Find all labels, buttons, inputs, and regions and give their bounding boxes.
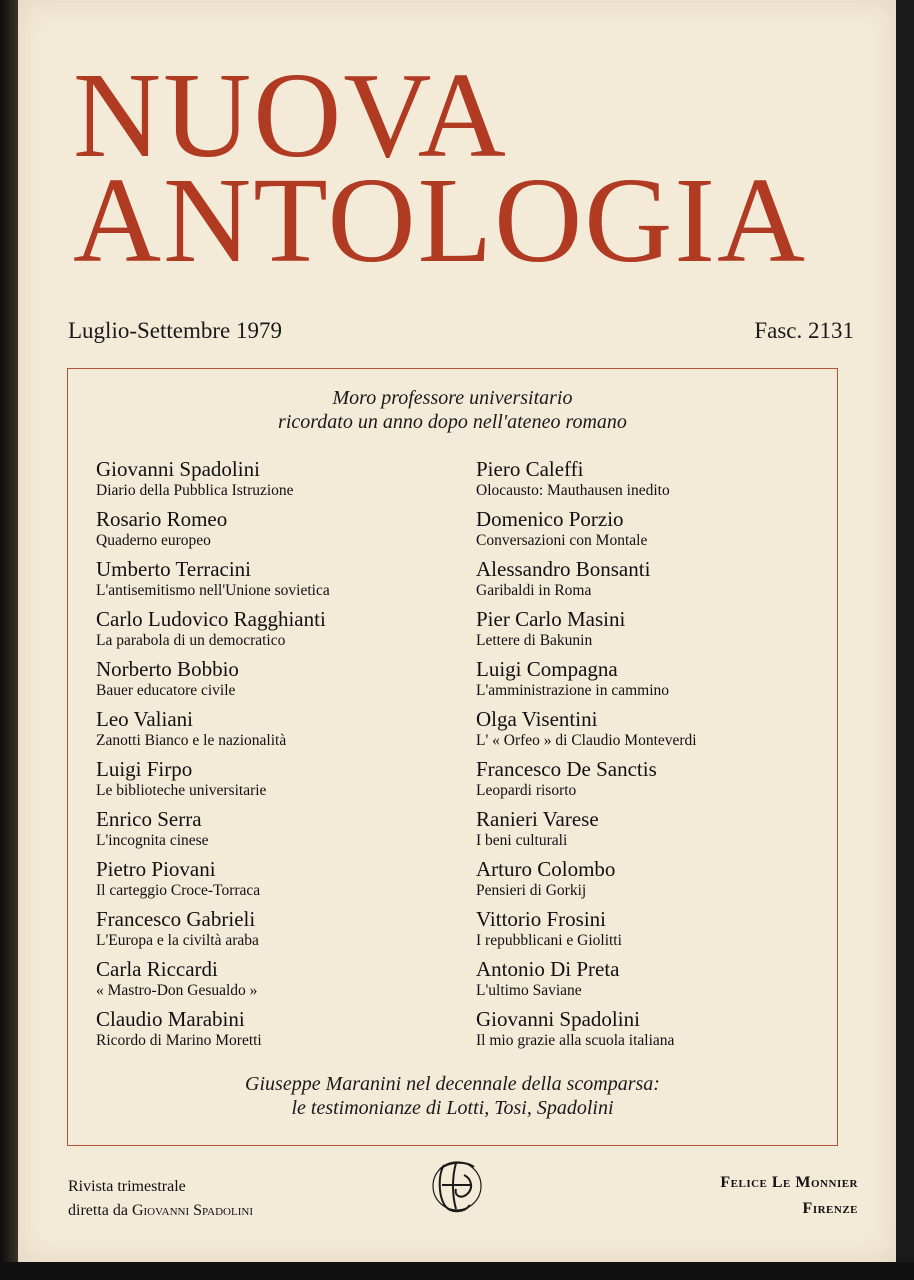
entry-title: Leopardi risorto [476, 782, 577, 799]
entry-author: Ranieri Varese [476, 807, 599, 831]
issue-number: Fasc. 2131 [754, 318, 854, 343]
contents-entry [476, 757, 697, 807]
publisher-info-left [68, 1175, 253, 1223]
entry-author: Carla Riccardi [96, 957, 218, 981]
entry-author: Domenico Porzio [476, 507, 624, 531]
entry-author: Luigi Firpo [96, 757, 193, 781]
contents-entry [96, 1007, 330, 1057]
contents-entry [96, 507, 330, 557]
entry-title: Bauer educatore civile [96, 682, 236, 699]
masthead-line-2: ANTOLOGIA [73, 153, 808, 288]
contents-entry [476, 457, 697, 507]
contents-entry [96, 757, 330, 807]
entry-author: Piero Caleffi [476, 457, 584, 481]
entry-author: Claudio Marabini [96, 1007, 245, 1031]
entry-author: Francesco De Sanctis [476, 757, 657, 781]
contents-footline-2: le testimonianze di Lotti, Tosi, Spadolini [291, 1097, 614, 1119]
entry-title: Il carteggio Croce-Torraca [96, 882, 261, 899]
contents-entry [476, 557, 697, 607]
editor-line [68, 1199, 253, 1223]
entry-author: Enrico Serra [96, 807, 202, 831]
contents-entry [96, 657, 330, 707]
entry-author: Norberto Bobbio [96, 657, 239, 681]
entry-author: Olga Visentini [476, 707, 598, 731]
entry-author: Giovanni Spadolini [476, 1007, 640, 1031]
contents-box [67, 368, 838, 1146]
entry-author: Umberto Terracini [96, 557, 251, 581]
entry-title: « Mastro-Don Gesualdo » [96, 982, 258, 999]
entry-title: Ricordo di Marino Moretti [96, 1032, 262, 1049]
entry-title: Le biblioteche universitarie [96, 782, 267, 799]
contents-entry [476, 607, 697, 657]
publisher-monogram-logo [430, 1155, 484, 1217]
entry-title: Olocausto: Mauthausen inedito [476, 482, 670, 499]
frequency-line: Rivista trimestrale [68, 1178, 186, 1195]
entry-author: Alessandro Bonsanti [476, 557, 651, 581]
publisher-info-right [720, 1170, 858, 1222]
contents-entry [476, 507, 697, 557]
entry-author: Giovanni Spadolini [96, 457, 260, 481]
entry-title: Garibaldi in Roma [476, 582, 592, 599]
entry-title: L'Europa e la civiltà araba [96, 932, 259, 949]
publisher-city: Firenze [802, 1200, 858, 1217]
contents-entry [96, 557, 330, 607]
entry-title: L'amministrazione in cammino [476, 682, 670, 699]
contents-entry [96, 607, 330, 657]
contents-entry [96, 807, 330, 857]
entry-author: Leo Valiani [96, 707, 194, 731]
entry-title: La parabola di un democratico [96, 632, 286, 649]
contents-headline-2: ricordato un anno dopo nell'ateneo romano [278, 411, 627, 433]
entry-title: Zanotti Bianco e le nazionalità [96, 732, 287, 749]
entry-author: Pier Carlo Masini [476, 607, 626, 631]
contents-entry [96, 907, 330, 957]
contents-entry [476, 957, 697, 1007]
entry-author: Francesco Gabrieli [96, 907, 256, 931]
entry-author: Antonio Di Preta [476, 957, 620, 981]
contents-column-right [476, 457, 697, 1057]
entry-author: Carlo Ludovico Ragghianti [96, 607, 326, 631]
editor-name: Giovanni Spadolini [131, 1202, 253, 1219]
entry-author: Vittorio Frosini [476, 907, 606, 931]
entry-title: Diario della Pubblica Istruzione [96, 482, 294, 499]
entry-author: Rosario Romeo [96, 507, 228, 531]
contents-entry [96, 857, 330, 907]
contents-entry [96, 957, 330, 1007]
entry-title: Pensieri di Gorkij [476, 882, 587, 899]
entry-title: Lettere di Bakunin [476, 632, 593, 649]
contents-column-left [96, 457, 330, 1057]
entry-title: Conversazioni con Montale [476, 532, 648, 549]
entry-title: L' « Orfeo » di Claudio Monteverdi [476, 732, 697, 749]
entry-title: L'incognita cinese [96, 832, 209, 849]
contents-entry [476, 657, 697, 707]
contents-footline-1: Giuseppe Maranini nel decennale della scomparsa: [245, 1073, 660, 1095]
contents-entry [476, 857, 697, 907]
page-bottom-shadow [0, 1262, 914, 1280]
page-edge-shadow [0, 0, 18, 1280]
contents-entry [96, 707, 330, 757]
publisher-name: Felice Le Monnier [720, 1174, 858, 1191]
entry-title: L'ultimo Saviane [476, 982, 582, 999]
contents-entry [476, 707, 697, 757]
contents-entry [96, 457, 330, 507]
entry-title: I beni culturali [476, 832, 568, 849]
entry-title: I repubblicani e Giolitti [476, 932, 622, 949]
entry-author: Pietro Piovani [96, 857, 216, 881]
issue-date: Luglio-Settembre 1979 [68, 318, 282, 343]
entry-title: L'antisemitismo nell'Unione sovietica [96, 582, 330, 599]
entry-title: Quaderno europeo [96, 532, 211, 549]
contents-entry [476, 907, 697, 957]
editor-prefix: diretta da [68, 1202, 128, 1219]
entry-title: Il mio grazie alla scuola italiana [476, 1032, 675, 1049]
contents-entry [476, 807, 697, 857]
contents-headline-1: Moro professore universitario [332, 387, 573, 409]
contents-entry [476, 1007, 697, 1057]
masthead-line-1: NUOVA [73, 48, 508, 183]
entry-author: Arturo Colombo [476, 857, 616, 881]
entry-author: Luigi Compagna [476, 657, 618, 681]
